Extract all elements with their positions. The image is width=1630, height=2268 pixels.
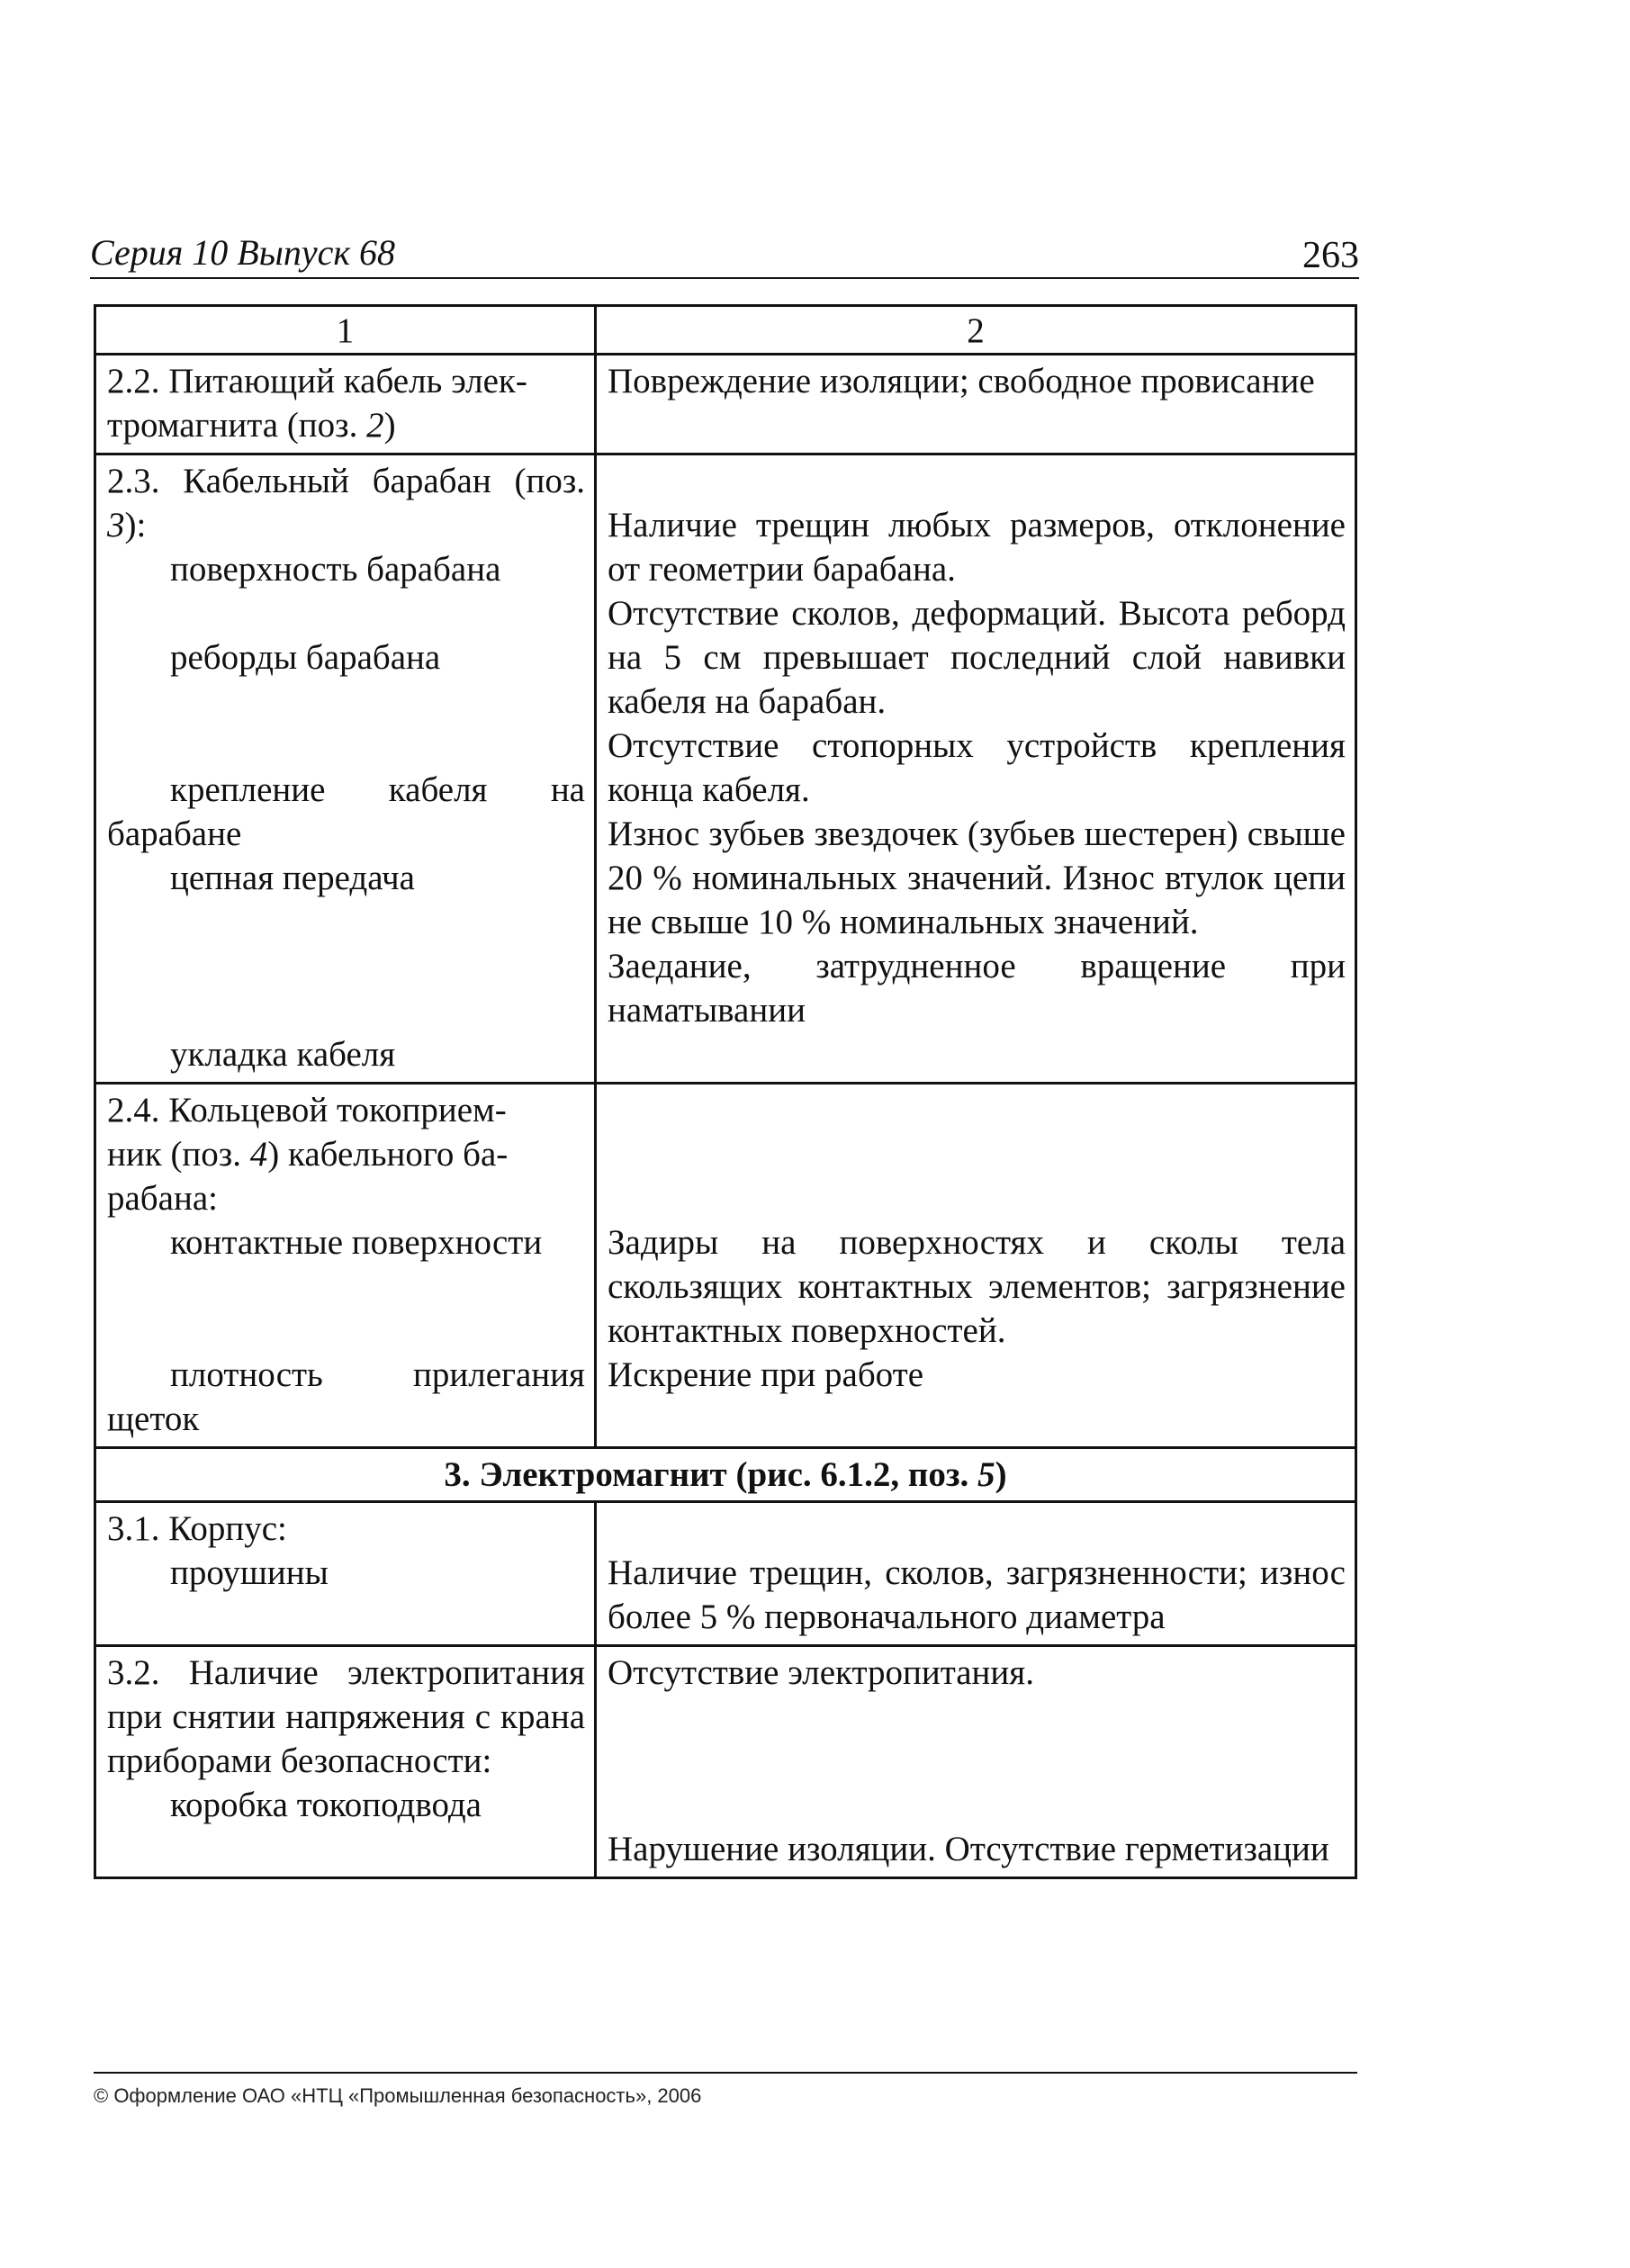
section-heading xyxy=(95,1448,1356,1502)
position-number: 4 xyxy=(249,1135,268,1174)
spacer xyxy=(107,1309,585,1353)
defect-text: Нарушение изоляции. Отсутствие герметизации xyxy=(608,1830,1329,1868)
table-row xyxy=(95,454,1356,1084)
spacer xyxy=(608,1088,1346,1132)
element-name-cont xyxy=(107,1132,585,1176)
element-name: 2.4. Кольцевой токоприем- xyxy=(107,1091,507,1130)
element-name: 3.2. Наличие электропитания при снятии напряжения с крана приборами безопасности: xyxy=(107,1653,585,1780)
column-header-2: 2 xyxy=(596,306,1356,355)
inspection-table xyxy=(94,304,1357,1879)
defect-cell: Повреждение изоляции; свободное провисание xyxy=(596,355,1356,454)
spacer xyxy=(608,459,1346,503)
defect-text: Отсутствие электропитания. xyxy=(608,1653,1034,1692)
defect-cell xyxy=(596,1646,1356,1878)
defect-text: Наличие трещин любых размеров, отклонение от геометрии барабана. xyxy=(608,506,1346,589)
table-row xyxy=(95,1502,1356,1646)
sub-element-name: поверхность барабана xyxy=(170,550,501,589)
sub-element-name: проушины xyxy=(170,1553,329,1592)
sub-element-name: контактные поверхности xyxy=(170,1223,543,1262)
spacer xyxy=(107,988,585,1032)
spacer xyxy=(608,1132,1346,1176)
series-title: Серия 10 Выпуск 68 xyxy=(90,232,396,273)
element-cell xyxy=(95,1502,596,1646)
element-name: 3.1. Корпус: xyxy=(107,1509,287,1548)
defect-text: Задиры на поверхностях и сколы тела скользящих контактных элементов; загрязнение контактных поверхностей. xyxy=(608,1223,1346,1350)
element-cell xyxy=(95,454,596,1084)
page-number: 263 xyxy=(1302,235,1359,276)
defect-text: Заедание, затрудненное вращение при наматывании xyxy=(608,947,1346,1030)
spacer xyxy=(608,1695,1346,1739)
defect-cell xyxy=(596,1502,1356,1646)
spacer xyxy=(608,1507,1346,1551)
element-cell xyxy=(95,355,596,454)
defect-text: Износ зубьев звездочек (зубьев шестерен) свыше 20 % номинальных значений. Износ втулок цепи не свыше 10 % номинальных значений. xyxy=(608,814,1346,941)
defect-cell xyxy=(596,1084,1356,1448)
sub-element-name: плотность прилегания щеток xyxy=(107,1355,585,1438)
footer-copyright: © Оформление ОАО «НТЦ «Промышленная безопасность», 2006 xyxy=(94,2084,702,2107)
spacer xyxy=(608,1739,1346,1783)
element-name xyxy=(107,459,585,547)
table-row xyxy=(95,1084,1356,1448)
spacer xyxy=(107,900,585,944)
page-header xyxy=(90,223,1359,279)
element-name-cont xyxy=(107,403,585,447)
element-cell xyxy=(95,1646,596,1878)
spacer xyxy=(608,1176,1346,1220)
spacer xyxy=(107,724,585,768)
defect-text: Искрение при работе xyxy=(608,1355,924,1394)
element-name-close: ): xyxy=(124,506,147,544)
defect-text: Отсутствие стопорных устройств крепления конца кабеля. xyxy=(608,726,1346,809)
element-name-cont: рабана: xyxy=(107,1179,218,1218)
position-number: 3 xyxy=(107,506,125,544)
sub-element-name: коробка токоподвода xyxy=(170,1786,482,1824)
section-heading-text: 3. Электромагнит (рис. 6.1.2, поз. xyxy=(444,1455,978,1494)
sub-element-name: крепление кабеля на барабане xyxy=(107,770,585,853)
column-header-1: 1 xyxy=(95,306,596,355)
defect-cell xyxy=(596,454,1356,1084)
element-name-close: ) xyxy=(383,406,396,445)
element-name-text: 2.3. Кабельный барабан (поз. xyxy=(107,462,585,500)
sub-element-name: реборды барабана xyxy=(170,638,441,677)
footer-divider xyxy=(94,2072,1357,2074)
defect-text: Отсутствие сколов, деформаций. Высота реборд на 5 см превышает последний слой навивки кабеля на барабан. xyxy=(608,594,1346,721)
spacer xyxy=(107,680,585,724)
spacer xyxy=(107,1264,585,1309)
sub-element-name: цепная передача xyxy=(170,859,415,897)
column-header-row xyxy=(95,306,1356,355)
position-number: 5 xyxy=(977,1455,995,1494)
sub-element-name: укладка кабеля xyxy=(170,1035,396,1074)
spacer xyxy=(107,944,585,988)
element-name-text: ник (поз. xyxy=(107,1135,250,1174)
element-cell xyxy=(95,1084,596,1448)
position-number: 2 xyxy=(366,406,384,445)
section-heading-close: ) xyxy=(995,1455,1007,1494)
element-name-text: ) кабельного ба- xyxy=(267,1135,509,1174)
spacer xyxy=(107,591,585,635)
element-name-text: тромагнита (поз. xyxy=(107,406,367,445)
table-row xyxy=(95,355,1356,454)
spacer xyxy=(608,1783,1346,1827)
section-heading-row xyxy=(95,1448,1356,1502)
table-row xyxy=(95,1646,1356,1878)
defect-text: Наличие трещин, сколов, загрязненности; износ более 5 % первоначального диаметра xyxy=(608,1553,1346,1636)
element-name: 2.2. Питающий кабель элек- xyxy=(107,362,527,400)
